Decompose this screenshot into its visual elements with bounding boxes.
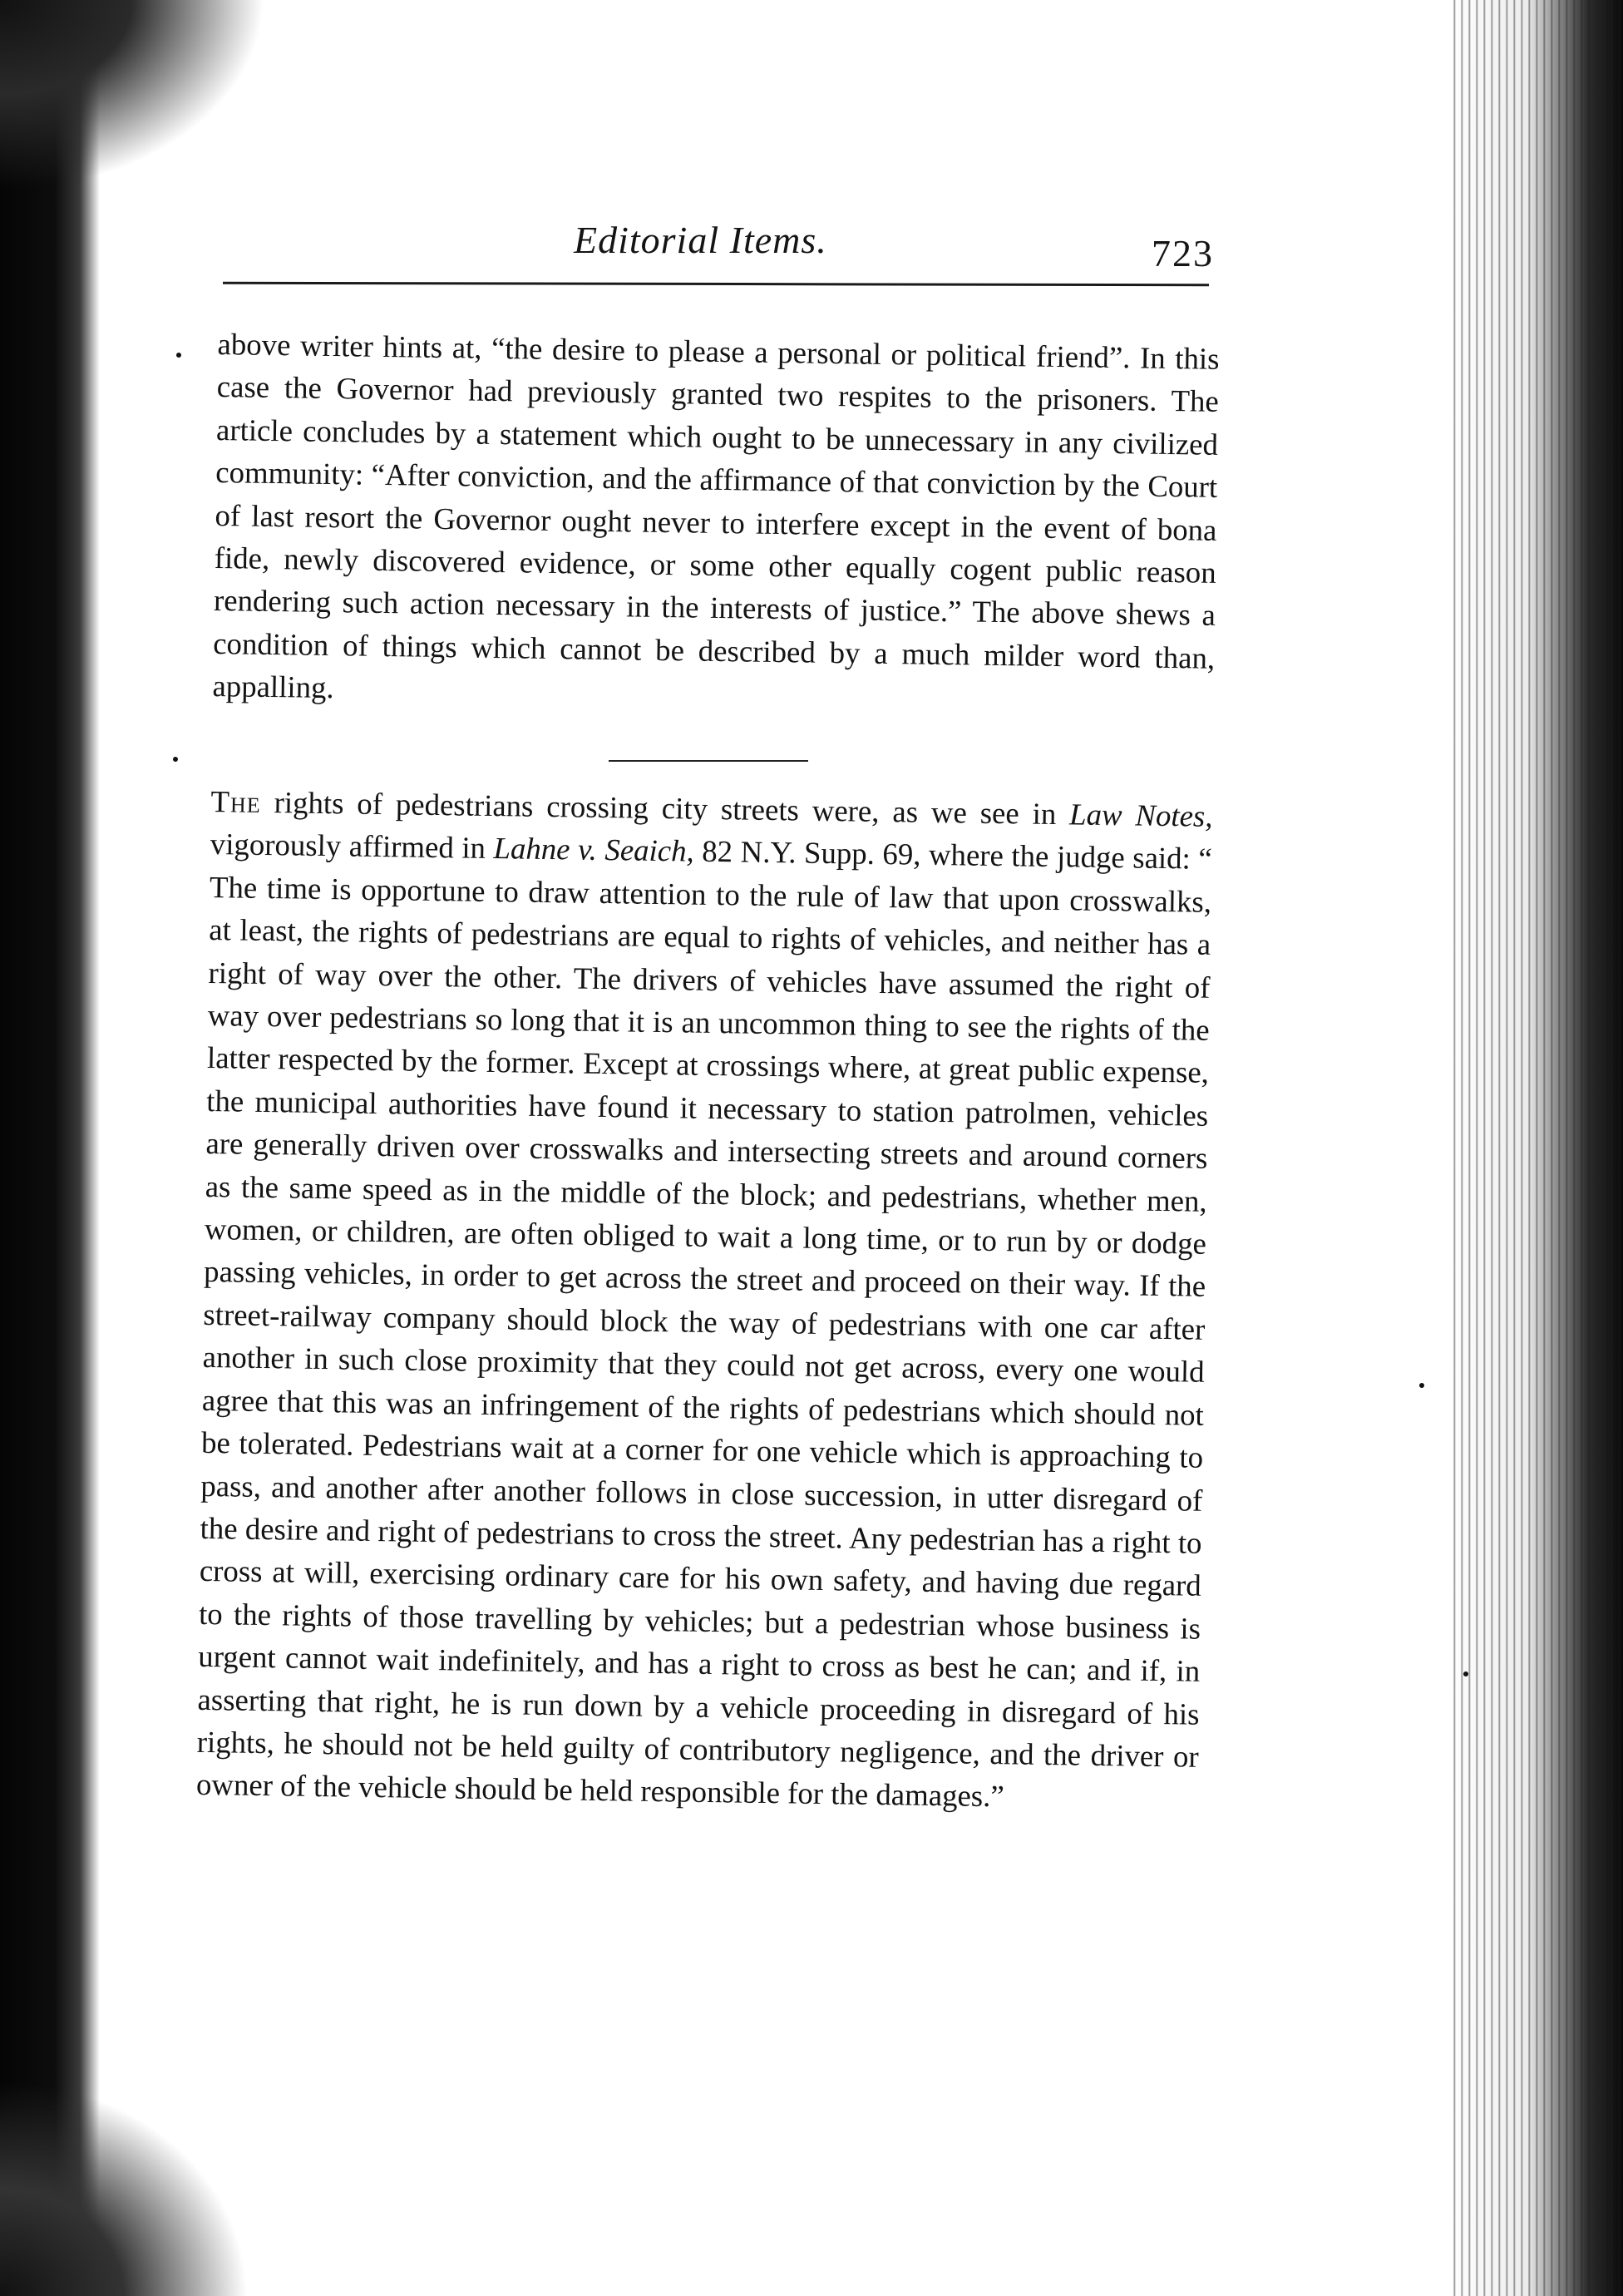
paragraph-text: 82 N.Y. Supp. 69, where the judge said: “ The time is opportune to draw attention to the rule of law that upon crosswalks, at least, the rights of pedestrians are equal to rights of vehicles, and neither has a right of way over the other. The drivers of vehicles have assumed the right of way over pedestrians so long that it is an uncommon thing to see the rights of the latter respected by the former. Except at crossings where, at great public expense, the municipal authorities have found it necessary to station patrolmen, vehicles are generally driven over crosswalks and intersecting streets and around corners as the same speed as in the middle of the block; and pedestrians, whether men, women, or children, are often obliged to wait a long time, or to run by or dodge passing vehicles, in order to get across the street and proceed on their way. If the street-railway company should block the way of pedestrians with one car after another in such close proximity that they could not get across, every one would agree that this was an infringement of the rights of pedestrians which should not be tolerated. Pedestrians wait at a corner for one vehicle which is approaching to pass, and another after another follows in close succession, in utter disregard of the desire and right of pedestrians to cross the street. Any pedestrian has a right to cross at will, exercising ordinary care for his own safety, and having due regard to the rights of those travelling by vehicles; but a pedestrian whose business is urgent cannot wait indefinitely, and has a right to cross as best he can; and if, in asserting that right, he is run down by a vehicle proceeding in disregard of his rights, he should not be held guilty of contributory negligence, and the driver or owner of the vehicle should be held responsible for the damages.” — [195, 834, 1213, 1814]
paragraph-text: rights of pedestrians crossing city streets were, as we see in — [260, 784, 1070, 832]
running-title: Editorial Items. — [574, 219, 827, 261]
header-rule — [223, 282, 1209, 286]
margin-speck — [173, 757, 178, 762]
section-divider — [609, 760, 808, 762]
margin-speck — [1419, 1383, 1424, 1388]
margin-speck — [176, 353, 181, 358]
paragraph-pedestrian-rights — [196, 780, 1213, 1820]
case-name: Lahne v. Seaich, — [493, 831, 695, 869]
paragraph-lead-in: The — [210, 783, 262, 819]
paragraph-governor-respites: above writer hints at, “the desire to please a personal or political friend”. In this case the Governor had previously granted two respites to the prisoners. The article concludes by a statement which ought to be unnecessary in any civilized community: “After conviction, and the affirmance of that conviction by the Court of last resort the Governor ought never to interfere except in the event of bona fide, newly discovered evidence, or some other equally cogent public reason rendering such action necessary in the interests of justice.” The above shews a condition of things which cannot be described by a much milder word than, appalling. — [212, 326, 1220, 705]
paragraph-text: vigorously affirmed in — [210, 827, 494, 866]
page-number: 723 — [1152, 232, 1214, 274]
margin-speck — [1463, 1671, 1468, 1676]
journal-title: Law Notes, — [1068, 797, 1213, 833]
